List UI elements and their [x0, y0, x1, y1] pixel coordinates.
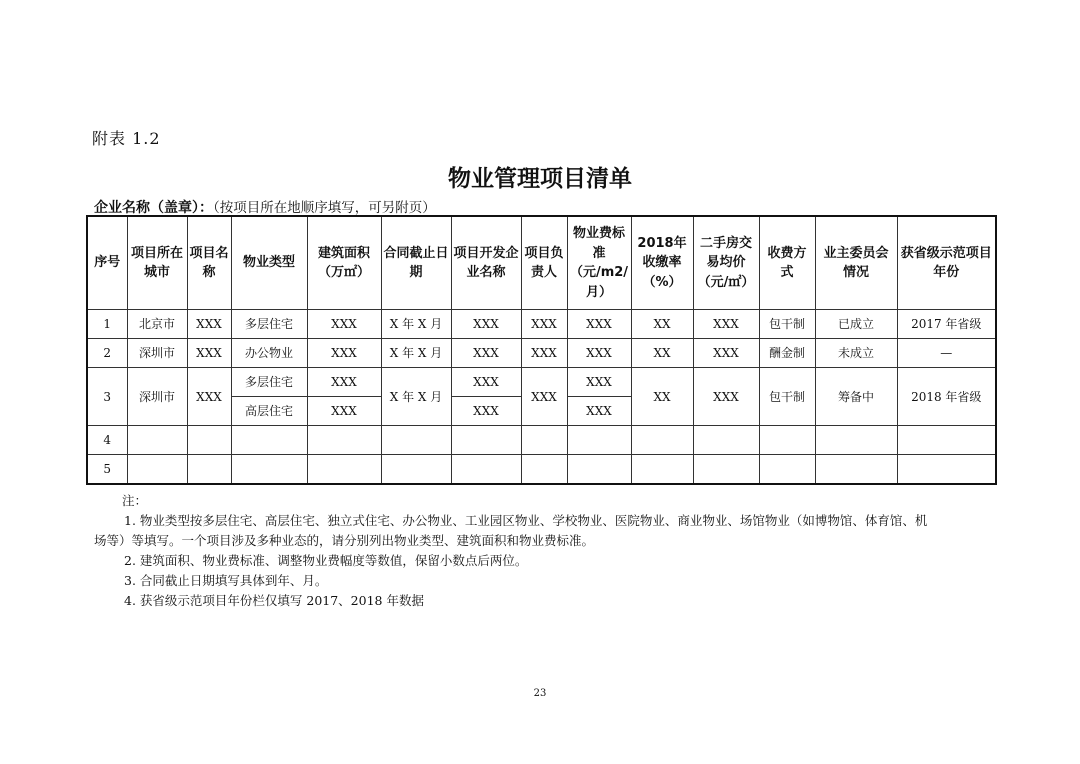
header-contract: 合同截止日期: [381, 216, 451, 310]
cell-manager: XXX: [521, 339, 567, 368]
notes-heading: 注：: [122, 493, 148, 508]
header-rate: 2018年收缴率（%）: [631, 216, 693, 310]
cell-empty: [815, 455, 897, 485]
cell-charge: 酬金制: [759, 339, 815, 368]
cell-type: 办公物业: [231, 339, 307, 368]
header-name: 项目名称: [187, 216, 231, 310]
cell-empty: [631, 426, 693, 455]
cell-empty: [521, 455, 567, 485]
cell-seq: 1: [87, 310, 127, 339]
cell-developer: XXX: [451, 339, 521, 368]
cell-empty: [759, 455, 815, 485]
cell-price: XXX: [693, 339, 759, 368]
cell-empty: [307, 455, 381, 485]
cell-city: 深圳市: [127, 339, 187, 368]
table-row: [87, 455, 996, 485]
cell-contract: X 年 X 月: [381, 310, 451, 339]
note-item: 4. 获省级示范项目年份栏仅填写 2017、2018 年数据: [124, 593, 424, 608]
cell-award: —: [897, 339, 996, 368]
cell-empty: [381, 455, 451, 485]
header-charge: 收费方式: [759, 216, 815, 310]
header-owners: 业主委员会情况: [815, 216, 897, 310]
cell-empty: [451, 426, 521, 455]
cell-empty: [127, 426, 187, 455]
cell-price: XXX: [693, 310, 759, 339]
cell-developer: XXX: [451, 368, 521, 397]
appendix-label: 附表 1.2: [92, 129, 161, 148]
cell-manager: XXX: [521, 368, 567, 426]
notes-section: [94, 491, 994, 611]
cell-empty: [567, 426, 631, 455]
cell-rate: XX: [631, 368, 693, 426]
note-item: 1. 物业类型按多层住宅、高层住宅、独立式住宅、办公物业、工业园区物业、学校物业、医院物业、商业物业、场馆物业（如博物馆、体育馆、机: [124, 513, 928, 528]
header-price: 二手房交易均价（元/㎡）: [693, 216, 759, 310]
cell-rate: XX: [631, 339, 693, 368]
header-fee: 物业费标准（元/m2/月）: [567, 216, 631, 310]
cell-empty: [187, 426, 231, 455]
header-seq: 序号: [87, 216, 127, 310]
cell-seq: 3: [87, 368, 127, 426]
cell-area: XXX: [307, 310, 381, 339]
company-note: （按项目所在地顺序填写，可另附页）: [213, 200, 436, 216]
cell-empty: [693, 426, 759, 455]
cell-city: 深圳市: [127, 368, 187, 426]
cell-empty: [897, 426, 996, 455]
cell-owners: 未成立: [815, 339, 897, 368]
cell-empty: [187, 455, 231, 485]
cell-owners: 已成立: [815, 310, 897, 339]
cell-contract: X 年 X 月: [381, 339, 451, 368]
header-manager: 项目负责人: [521, 216, 567, 310]
header-row: [87, 216, 996, 310]
header-city: 项目所在城市: [127, 216, 187, 310]
cell-empty: [521, 426, 567, 455]
cell-area: XXX: [307, 397, 381, 426]
cell-name: XXX: [187, 339, 231, 368]
company-line: [94, 196, 436, 217]
cell-award: 2017 年省级: [897, 310, 996, 339]
cell-empty: [231, 426, 307, 455]
company-label: 企业名称（盖章）：: [94, 200, 213, 216]
cell-manager: XXX: [521, 310, 567, 339]
cell-seq: 4: [87, 426, 127, 455]
cell-owners: 筹备中: [815, 368, 897, 426]
project-table: [86, 215, 997, 485]
page-number: 23: [533, 688, 547, 699]
cell-price: XXX: [693, 368, 759, 426]
note-item: 场等）等填写。一个项目涉及多种业态的，请分别列出物业类型、建筑面积和物业费标准。: [94, 533, 595, 548]
cell-seq: 5: [87, 455, 127, 485]
cell-area: XXX: [307, 368, 381, 397]
cell-award: 2018 年省级: [897, 368, 996, 426]
cell-name: XXX: [187, 368, 231, 426]
cell-fee: XXX: [567, 310, 631, 339]
cell-empty: [759, 426, 815, 455]
cell-empty: [631, 455, 693, 485]
cell-empty: [127, 455, 187, 485]
cell-developer: XXX: [451, 397, 521, 426]
cell-developer: XXX: [451, 310, 521, 339]
cell-type: 多层住宅: [231, 368, 307, 397]
table-row: [87, 368, 996, 397]
cell-charge: 包干制: [759, 310, 815, 339]
table-row: [87, 426, 996, 455]
cell-empty: [815, 426, 897, 455]
cell-fee: XXX: [567, 397, 631, 426]
cell-fee: XXX: [567, 339, 631, 368]
cell-empty: [231, 455, 307, 485]
header-award: 获省级示范项目年份: [897, 216, 996, 310]
cell-rate: XX: [631, 310, 693, 339]
cell-empty: [693, 455, 759, 485]
cell-area: XXX: [307, 339, 381, 368]
cell-empty: [897, 455, 996, 485]
header-area: 建筑面积（万㎡）: [307, 216, 381, 310]
cell-city: 北京市: [127, 310, 187, 339]
document-title: 物业管理项目清单: [448, 166, 632, 192]
cell-empty: [307, 426, 381, 455]
table-row: [87, 339, 996, 368]
header-type: 物业类型: [231, 216, 307, 310]
note-item: 3. 合同截止日期填写具体到年、月。: [124, 573, 328, 588]
cell-contract: X 年 X 月: [381, 368, 451, 426]
cell-type: 高层住宅: [231, 397, 307, 426]
cell-seq: 2: [87, 339, 127, 368]
cell-name: XXX: [187, 310, 231, 339]
note-item: 2. 建筑面积、物业费标准、调整物业费幅度等数值，保留小数点后两位。: [124, 553, 528, 568]
cell-empty: [381, 426, 451, 455]
header-developer: 项目开发企业名称: [451, 216, 521, 310]
cell-empty: [451, 455, 521, 485]
table-row: [87, 310, 996, 339]
cell-fee: XXX: [567, 368, 631, 397]
cell-empty: [567, 455, 631, 485]
cell-type: 多层住宅: [231, 310, 307, 339]
cell-charge: 包干制: [759, 368, 815, 426]
